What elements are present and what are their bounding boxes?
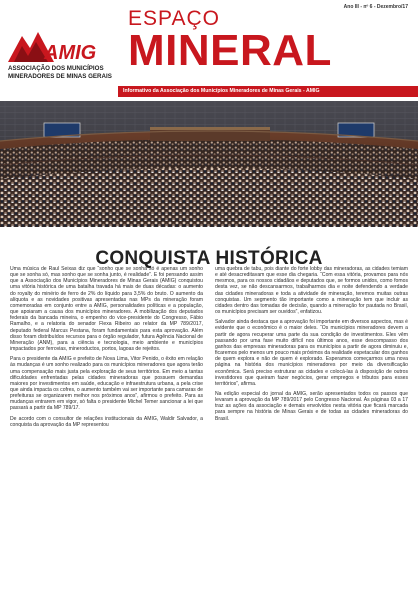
logo-wordmark: AMIG <box>44 42 97 64</box>
article-paragraph: Na edição especial do jornal da AMIG, serão apresentados todos os passos que levaram a aprovação da MP 789/2017 pelo Congresso Nacional. Às páginas 03 a 17 traz as ações da associação e demais envolvidos nesta vitória que ficará marcada para sempre na história de Minas Gerais e de todas as cidades mineradoras do Brasil. <box>215 390 408 422</box>
plenary-photo-illustration <box>0 101 418 227</box>
article-paragraph: uma quebra de tabu, pois diante do forte lobby das mineradoras, as cidades temiam e até desacreditavam que esse dia chegaria. “Com essa vitória, provamos para nós mesmos, para os nossos cidadãos e deputados que, se formos unidos, como fomos desta vez, se não descansarmos, trabalharmos dia e noite defendendo a verdade das cidades mineradoras e toda a atividade de mineração, teremos muitas outras conquistas. Um segmento tão importante como a mineração tem que incluir as cidades dentro das tomadas de decisão, quando a mineração for pautada no Brasil, os municípios precisam ser ouvidos”, enfatizou. <box>215 266 408 316</box>
article-paragraph: Para o presidente da AMIG e prefeito de Nova Lima, Vitor Penido, o êxito em relação às mudanças é um sonho realizado para os municípios mineradores que agora terão uma compensação mais justa pela exploração de seus territórios. Em meio a tantas dificuldades enfrentadas pelas cidades mineradoras que possuem demandas maiores por investimentos em saúde, educação e infraestrutura urbana, a pela crise que ainda impacta os cofres, o aumento também vai ser importante para camaras de prefeituras se organizarem melhor nos próximos anos”, afirmou o prefeito. Para as mudanças entrarem em vigor, só falta o presidente Michel Temer sancionar a lei que passará a partir da MP 789/17. <box>10 356 203 412</box>
association-name-line-2: MINERADORES DE MINAS GERAIS <box>8 73 112 80</box>
association-name-line-1: ASSOCIAÇÃO DOS MUNICÍPIOS <box>8 65 104 72</box>
brand-title-bottom: MINERAL <box>128 26 332 75</box>
plenary-chamber-photo <box>0 101 418 227</box>
amig-logo-block <box>8 28 120 80</box>
masthead <box>0 0 418 101</box>
issue-info: Ano III - nº 6 - Dezembro/17 <box>343 4 408 10</box>
brand-title-top: ESPAÇO <box>128 7 220 30</box>
article-paragraph: Salvador ainda destaca que a aprovação foi importante em diversos aspectos, mas é evidente que o econômico é o maior deles. “Os municípios mineradores devem a partir de agora recuperar uma parte da sua condição de investimentos. Eles vêm passando por uma fase muito difícil nos últimos anos, esse descompasso dos ganhos das empresas mineradoras para os municípios a partir de agora diminuiu e, ficaremos pelo menos um pouco mais próximos da realidade espetacular dos ganhos de quem explora e não de quem é explorado. Esperamos começarmos uma nova página na história dos municípios mineradores por meio da diversificação econômica. Será preciso estruturar as cidades e colocá-las à disposição de outros investidores que queiram fazer negócios, gerar empregos e tributos para esses territórios”, afirma. <box>215 319 408 387</box>
subtitle-bar: Informativo da Associação dos Municípios Mineradores de Minas Gerais - AMIG <box>118 86 418 97</box>
article-paragraph: De acordo com o consultor de relações institucionais da AMIG, Waldir Salvador, a conquista da aprovação da MP representou <box>10 415 203 428</box>
article-paragraph: Uma música de Raul Seixas diz que “sonho que se sonha só é apenas um sonho que se sonha só, mas sonho que se sonha junto, é realidade”. E foi pensando assim que a Associação dos Municípios Mineradores de Minas Gerais (AMIG) conquistou uma vitória histórica de uma batalha travada há mais de duas décadas: o aumento do royalty do minério de ferro de 2% do líquido para 3,5% do bruto. O aumento da alíquota e as novidades positivas apresentadas nas MPs da mineração foram comemoradas em conjunto entre a AMIG, personalidades políticas e a população, que apoiaram a causa dos municípios mineradores. A mobilização dos deputados federais da bancada mineira, o empenho do vice-presidente do Congresso, Fábio Ramalho, e a relatoria do senador Flexa Ribeiro ao relator da MP 789/2017, deputado federal Marcus Pestana, foram fundamentais para esta aprovação. Além disso foram distribuídos recursos para o órgão regulador, futura Agência Nacional de Mineração (ANM), para a ciência e tecnologia, meio ambiente e municípios impactados por ferrovias, mineroductos, portos, lagoas de rejeitos. <box>10 266 203 353</box>
article-right-column <box>215 266 408 584</box>
article-left-column <box>10 266 203 584</box>
amig-logo-icon <box>8 28 120 64</box>
headline: CONQUISTA HISTÓRICA <box>95 247 323 269</box>
article-body <box>10 266 408 584</box>
